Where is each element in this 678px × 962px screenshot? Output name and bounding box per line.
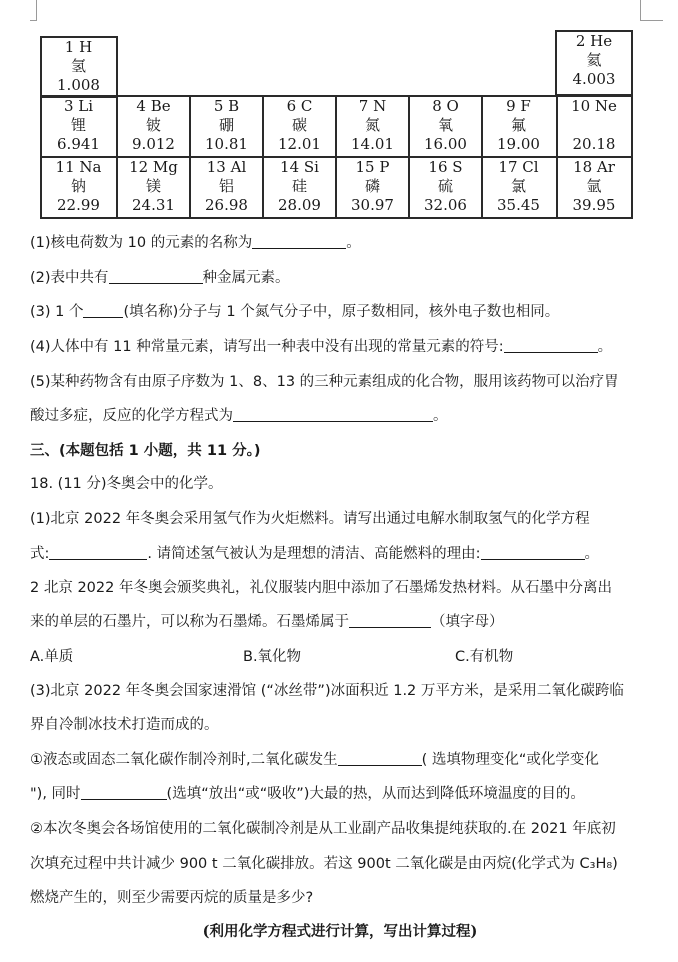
q17-part1-text: (1)核电荷数为 10 的元素的名称为	[30, 235, 253, 251]
answer-blank[interactable]	[252, 233, 346, 249]
element-name: 氟	[510, 116, 526, 134]
q18-title: 18. (11 分)冬奥会中的化学。	[30, 476, 223, 492]
section-heading: 三、(本题包括 1 小题，共 11 分。)	[30, 443, 261, 459]
element-symbol: 1 H	[64, 38, 93, 56]
q17-part3	[30, 302, 650, 322]
q18-part1-end: 。	[584, 546, 599, 562]
q18-part1-line1: (1)北京 2022 年冬奥会采用氢气作为火炬燃料。请写出通过电解水制取氢气的化学方程	[30, 511, 590, 527]
element-name: 锂	[70, 116, 86, 134]
q18-part2-end: （填字母）	[431, 614, 504, 630]
q17-part5-text: 酸过多症，反应的化学方程式为	[30, 408, 233, 424]
q18-part2-line2	[30, 612, 650, 632]
answer-blank[interactable]	[504, 337, 598, 353]
element-symbol: 16 S	[428, 158, 463, 176]
element-symbol: 4 Be	[136, 97, 171, 115]
element-name: 硅	[291, 177, 307, 195]
option-b[interactable]: B.氧化物	[243, 649, 302, 665]
element-name: 硼	[218, 116, 234, 134]
answer-blank[interactable]	[49, 544, 147, 560]
element-mass: 39.95	[572, 196, 616, 214]
element-symbol: 8 O	[432, 97, 459, 115]
q17-part4-end: 。	[597, 339, 613, 355]
element-mass: 1.008	[57, 76, 100, 94]
q17-part1	[30, 233, 650, 253]
element-symbol: 3 Li	[63, 97, 94, 115]
q18-note: (利用化学方程式进行计算，写出计算过程)	[202, 923, 478, 940]
element-mass: 9.012	[132, 135, 175, 153]
element-symbol: 11 Na	[55, 158, 102, 176]
element-name: 碳	[291, 116, 307, 134]
element-symbol: 15 P	[355, 158, 390, 176]
q18-part3-line1: (3)北京 2022 年冬奥会国家速滑馆 (“冰丝带”)冰面积近 1.2 万平方米，是采用二氧化碳跨临	[30, 683, 624, 699]
element-cell	[263, 158, 336, 218]
option-a[interactable]: A.单质	[30, 649, 74, 665]
element-name: 硫	[437, 177, 453, 195]
element-cell	[117, 158, 190, 218]
element-mass: 19.00	[497, 135, 540, 153]
element-mass: 10.81	[205, 135, 248, 153]
q18-part1-text: 式:	[30, 546, 50, 562]
q17-part4-text: (4)人体中有 11 种常量元素，请写出一种表中没有出现的常量元素的符号:	[30, 339, 504, 355]
element-name: 氯	[510, 177, 526, 195]
element-mass: 30.97	[351, 196, 394, 214]
q17-part4	[30, 337, 650, 357]
element-symbol: 18 Ar	[573, 158, 615, 176]
q18-sub1-end: ( 选填物理变化“或化学变化	[421, 752, 599, 768]
answer-blank[interactable]	[349, 612, 431, 628]
element-symbol: 13 Al	[206, 158, 247, 176]
element-mass: 28.09	[278, 196, 321, 214]
answer-blank[interactable]	[109, 268, 203, 284]
answer-blank[interactable]	[83, 302, 123, 318]
element-cell	[117, 97, 190, 157]
element-symbol: 10 Ne	[571, 97, 617, 115]
element-cell	[336, 158, 409, 218]
element-mass: 35.45	[497, 196, 540, 214]
q17-part2-text: (2)表中共有	[30, 270, 109, 286]
element-symbol: 5 B	[213, 97, 240, 115]
element-symbol: 7 N	[358, 97, 387, 115]
element-mass: 22.99	[57, 196, 100, 214]
q17-part3-text: (3) 1 个	[30, 304, 84, 320]
element-name: 铝	[218, 177, 234, 195]
element-symbol: 2 He	[575, 32, 613, 50]
element-mass: 16.00	[424, 135, 467, 153]
element-cell	[409, 97, 482, 157]
q17-part1-end: 。	[346, 235, 361, 251]
element-name: 镁	[145, 177, 161, 195]
q17-part2-end: 种金属元素。	[202, 270, 290, 286]
element-cell	[42, 158, 115, 218]
q18-part3-line2: 界自冷制冰技术打造而成的。	[30, 717, 219, 733]
element-mass: 26.98	[205, 196, 248, 214]
element-cell	[409, 158, 482, 218]
q18-sub2-line3: 燃烧产生的，则至少需要丙烷的质量是多少?	[30, 890, 314, 906]
element-symbol: 9 F	[506, 97, 531, 115]
element-cell	[42, 38, 115, 98]
element-mass: 32.06	[424, 196, 467, 214]
q17-part2	[30, 268, 650, 288]
element-mass: 14.01	[351, 135, 394, 153]
element-name: 氦	[586, 51, 602, 69]
element-name	[557, 116, 631, 135]
element-cell	[336, 97, 409, 157]
element-name: 氮	[364, 116, 380, 134]
element-cell	[190, 158, 263, 218]
answer-blank[interactable]	[81, 784, 167, 800]
element-cell	[42, 97, 115, 157]
element-cell	[557, 97, 631, 157]
element-symbol: 14 Si	[280, 158, 319, 176]
q18-part2-text: 来的单层的石墨片，可以称为石墨烯。石墨烯属于	[30, 614, 349, 630]
element-mass: 12.01	[278, 135, 321, 153]
q17-part5-line2	[30, 406, 650, 426]
element-cell	[482, 158, 555, 218]
element-name: 铍	[145, 116, 161, 134]
element-symbol: 6 C	[286, 97, 313, 115]
element-cell	[190, 97, 263, 157]
q18-sub1-line2-text: "), 同时	[30, 786, 81, 802]
answer-blank[interactable]	[233, 406, 433, 422]
q18-sub2-line2: 次填充过程中共计减少 900 t 二氧化碳排放。若这 900t 二氧化碳是由丙烷(化学式为 C₃H₈)	[30, 856, 618, 872]
q18-part2-line1: 2 北京 2022 年冬奥会颁奖典礼，礼仪服装内胆中添加了石墨烯发热材料。从石墨中分离出	[30, 580, 612, 596]
element-symbol: 12 Mg	[129, 158, 178, 176]
element-name: 氧	[437, 116, 453, 134]
periodic-table	[0, 0, 678, 225]
element-mass: 4.003	[572, 70, 616, 88]
element-mass: 20.18	[572, 135, 616, 153]
element-name: 氢	[70, 57, 86, 75]
element-cell	[557, 32, 631, 92]
element-name: 磷	[364, 177, 380, 195]
answer-blank[interactable]	[481, 544, 585, 560]
q18-sub2-line1: ②本次冬奥会各场馆使用的二氧化碳制冷剂是从工业副产品收集提纯获取的.在 2021 年底初	[30, 821, 616, 837]
element-name: 钠	[70, 177, 86, 195]
option-c[interactable]: C.有机物	[455, 649, 514, 665]
element-mass: 24.31	[132, 196, 175, 214]
element-cell	[557, 158, 631, 218]
answer-blank[interactable]	[338, 750, 422, 766]
q17-part3-end: (填名称)分子与 1 个氮气分子中，原子数相同，核外电子数也相同。	[123, 304, 560, 320]
element-cell	[263, 97, 336, 157]
q18-sub1-line1	[30, 750, 650, 770]
q18-sub1-line2-end: (选填“放出“或“吸收”)大最的热，从而达到降低环境温度的目的。	[166, 786, 585, 802]
q18-sub1-text: ①液态或固态二氧化碳作制冷剂时,二氧化碳发生	[30, 752, 338, 768]
q18-part1-mid: . 请简述氢气被认为是理想的清洁、高能燃料的理由:	[147, 546, 481, 562]
q17-part5-line1: (5)某种药物含有由原子序数为 1、8、13 的三种元素组成的化合物，服用该药物可以治疗胃	[30, 374, 619, 390]
q18-sub1-line2	[30, 784, 650, 804]
q17-part5-end: 。	[433, 408, 448, 424]
q18-part1-line2	[30, 544, 650, 564]
element-symbol: 17 Cl	[498, 158, 539, 176]
element-mass: 6.941	[57, 135, 100, 153]
element-cell	[482, 97, 555, 157]
element-name: 氩	[586, 177, 602, 195]
